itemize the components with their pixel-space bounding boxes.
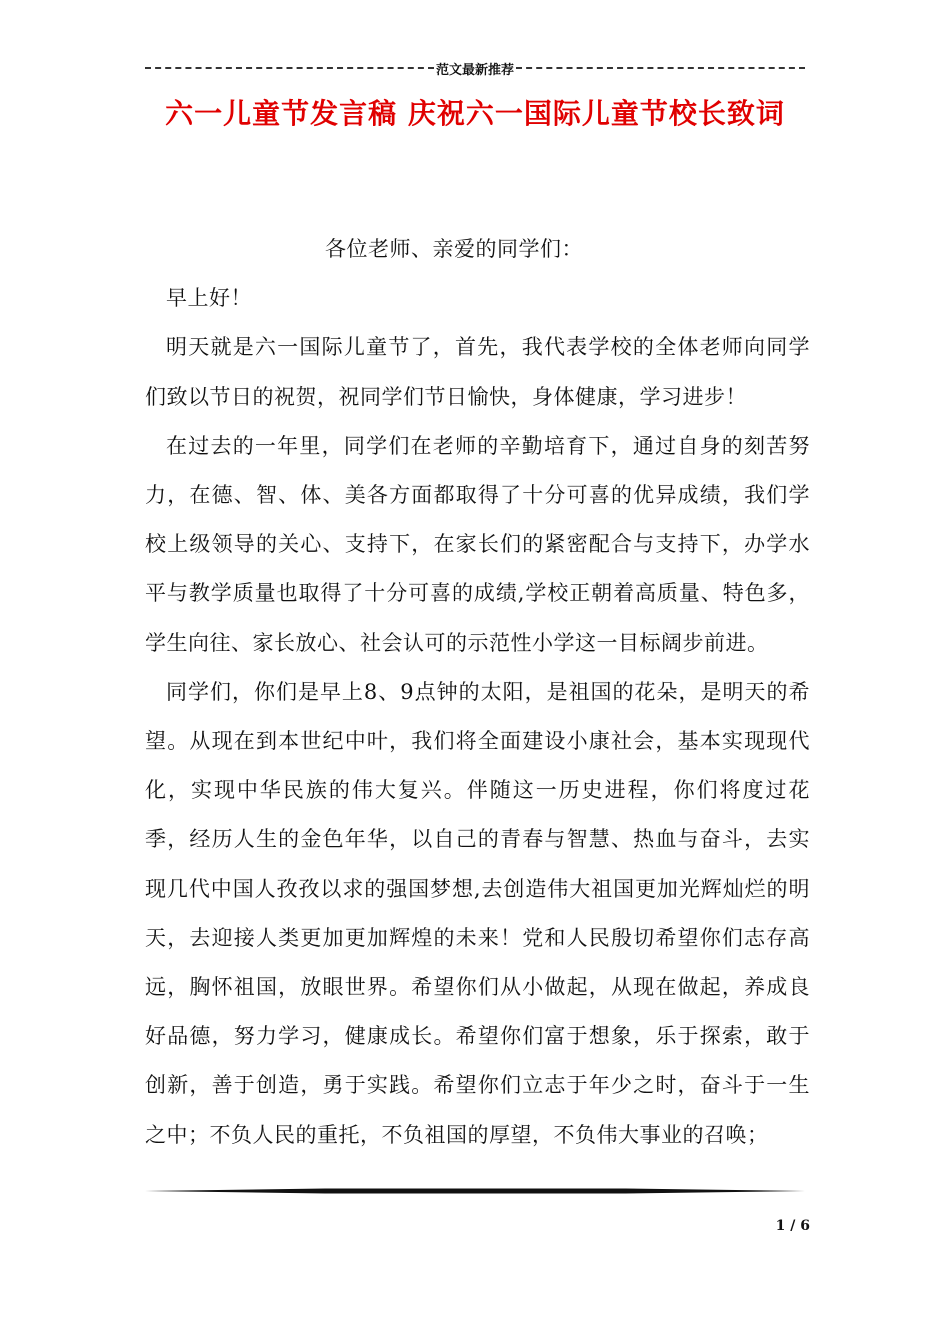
page-number: 1 / 6 [775, 1218, 810, 1234]
page-header [145, 58, 805, 78]
document-title: 六一儿童节发言稿 庆祝六一国际儿童节校长致词 [165, 97, 785, 130]
header-dash-left [145, 67, 434, 69]
header-label: 范文最新推荐 [436, 62, 515, 78]
paragraph-congratulations: 明天就是六一国际儿童节了，首先，我代表学校的全体老师向同学们致以节日的祝贺，祝同学们节日愉快，身体健康，学习进步！ [145, 335, 810, 409]
paragraph-hopes: 同学们，你们是早上8、9点钟的太阳，是祖国的花朵，是明天的希望。从现在到本世纪中叶，我们将全面建设小康社会，基本实现现代化，实现中华民族的伟大复兴。伴随这一历史进程，你们将度过花季，经历人生的金色年华，以自己的青春与智慧、热血与奋斗，去实现几代中国人孜孜以求的强国梦想,去创造伟大祖国更加光辉灿烂的明天，去迎接人类更加更加辉煌的未来！党和人民殷切希望你们志存高远，胸怀祖国，放眼世界。希望你们从小做起，从现在做起，养成良好品德，努力学习，健康成长。希望你们富于想象，乐于探索，敢于创新，善于创造，勇于实践。希望你们立志于年少之时，奋斗于一生之中；不负人民的重托，不负祖国的厚望，不负伟大事业的召唤； [145, 679, 810, 1147]
paragraph-achievements: 在过去的一年里，同学们在老师的辛勤培育下，通过自身的刻苦努力，在德、智、体、美各方面都取得了十分可喜的优异成绩，我们学校上级领导的关心、支持下，在家长们的紧密配合与支持下，办学水平与教学质量也取得了十分可喜的成绩,学校正朝着高质量、特色多，学生向往、家长放心、社会认可的示范性小学这一目标阔步前进。 [145, 433, 810, 655]
document-body [145, 225, 810, 1160]
header-dash-right [516, 67, 805, 69]
paragraph-greeting: 早上好！ [166, 286, 252, 311]
footer-rule [145, 1188, 805, 1194]
salutation: 各位老师、亲爱的同学们： [325, 237, 583, 261]
